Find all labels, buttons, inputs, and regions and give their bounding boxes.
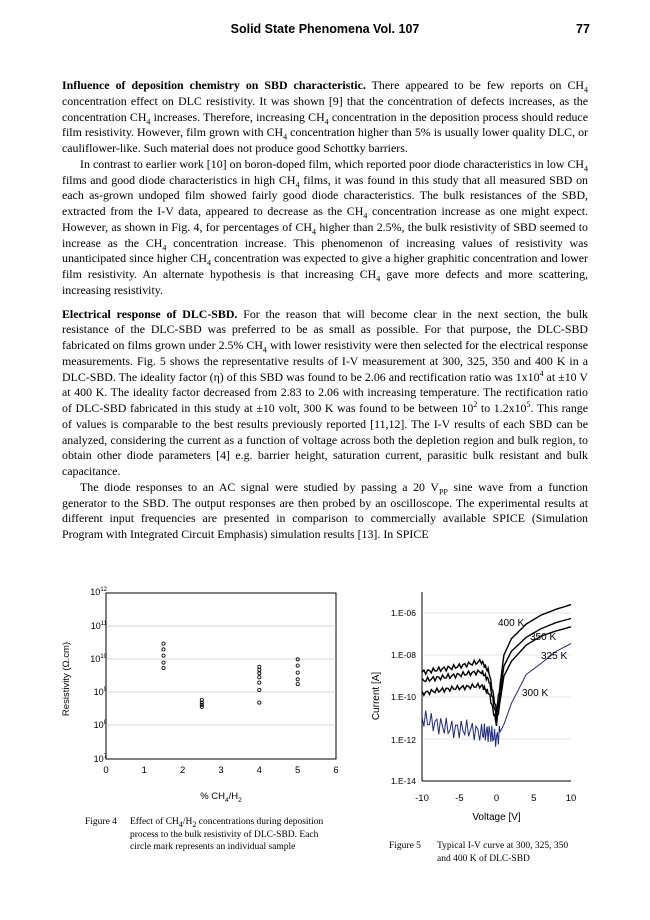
data-point bbox=[258, 665, 261, 668]
data-point bbox=[162, 654, 165, 657]
data-point bbox=[258, 668, 261, 671]
data-point bbox=[162, 666, 165, 669]
y-tick-label: $10^{12}$ bbox=[90, 587, 107, 597]
data-point bbox=[258, 688, 261, 691]
x-ticks bbox=[103, 765, 338, 776]
y-tick-label: 1.E-12 bbox=[390, 735, 416, 745]
x-tick-label: 4 bbox=[256, 765, 262, 776]
data-point bbox=[296, 683, 299, 686]
data-point bbox=[162, 648, 165, 651]
x-tick-label: 10 bbox=[565, 793, 577, 804]
plot-area bbox=[422, 592, 571, 781]
y-tick-label: $10^{11}$ bbox=[90, 621, 107, 631]
iv-curves bbox=[422, 605, 571, 747]
y-tick-label: 1.E-08 bbox=[390, 650, 416, 660]
data-point bbox=[296, 678, 299, 681]
data-point bbox=[296, 671, 299, 674]
y-tick-label: 1.E-10 bbox=[390, 692, 416, 702]
paragraph-electrical-response: Electrical response of DLC-SBD. For the reason that will become clear in the next section, the bulk resistance of the DLC-SBD was preferred to be as small as possible. For that purpose, the DLC-SBD fabricated on films grown under 2.5% $CH_4$ with lower resistivity were then selected for the electrical response measurements. Fig. 5 shows the representative results of I-V measurement at 300, 325, 350 and 400 K in a DLC-SBD. The ideality factor (η) of this SBD was found to be 2.06 and rectification ratio was $1x10^4$ at ±10 V at 400 K. The ideality factor decreased from 2.83 to 2.06 with increasing temperature. The rectification ratio of DLC-SBD fabricated in this study at ±10 volt, 300 K was found to be between $10^2$ to $1.2x10^5$. This range of values is comparable to the best results previously reported [11,12]. The I-V results of each SBD can be analyzed, considering the current as a function of voltage across both the depletion region and bulk region, to obtain other diode parameters [4] e.g. barrier height, saturation current, parasitic bulk resistant and bulk capacitance. bbox=[62, 306, 588, 478]
figure-4-chart bbox=[55, 582, 355, 807]
y-axis-label: Resistivity (Ω.cm) bbox=[61, 641, 72, 717]
paragraph-boron-doped: In contrast to earlier work [10] on boron-doped film, which reported poor diode characteristics in low $CH_4$ films and good diode characteristics in high $CH_4$ films, it was found in this study that all measured SBD on each as-grown undoped film showed fairly good diode characteristics. The bulk resistances of the SBD, extracted from the I-V data, appeared to decrease as the $CH_4$ concentration increase as one might expect. However, as shown in Fig. 4, for percentages of $CH_4$ higher than 2.5%, the bulk resistivity of SBD seemed to increase as the $CH_4$ concentration increase. This phenomenon of increasing values of resistivity was unanticipated since higher $CH_4$ concentration was expected to give a higher graphitic concentration and lower film resistivity. An alternate hypothesis is that increasing $CH_4$ gave more defects and more scattering, increasing resistivity. bbox=[62, 156, 589, 297]
data-point bbox=[258, 701, 261, 704]
data-point bbox=[200, 705, 203, 708]
y-axis-label: Current [A] bbox=[371, 671, 382, 721]
y-tick-label: $10^9$ bbox=[93, 687, 107, 697]
x-tick-label: -10 bbox=[415, 793, 429, 804]
x-tick-label: 0 bbox=[493, 793, 500, 804]
y-ticks bbox=[391, 608, 416, 786]
figure-4-caption: Effect of $CH_4/H_2$ concentrations during deposition process to the bulk resistivity of DLC-SBD. Each circle mark represents an individual sample bbox=[130, 817, 324, 852]
series-label-400k: 400 K bbox=[498, 618, 525, 629]
figure-4-label: Figure 4 bbox=[85, 817, 117, 827]
data-point bbox=[162, 642, 165, 645]
series-label-325k: 325 K bbox=[541, 651, 568, 662]
body-text bbox=[62, 78, 588, 543]
y-tick-label: $10^8$ bbox=[93, 720, 107, 730]
y-tick-label: 1.E-06 bbox=[390, 608, 416, 618]
y-tick-label: $10^{10}$ bbox=[90, 654, 107, 664]
plot-area bbox=[106, 593, 336, 759]
x-tick-label: 3 bbox=[218, 765, 224, 776]
data-point bbox=[296, 664, 299, 667]
paragraph-ac-signal: The diode responses to an AC signal were studied by passing a 20 $V_{PP}$ sine wave from a function generator to the SBD. The output responses are then probed by an oscilloscope. The experimental results at different input frequencies are presented in comparison to commercially available SPICE (Simulation Program with Integrated Circuit Emphasis) simulation results [13]. In SPICE bbox=[62, 479, 588, 541]
x-ticks bbox=[415, 793, 576, 804]
journal-header: Solid State Phenomena Vol. 107 bbox=[230, 22, 420, 36]
x-tick-label: 1 bbox=[141, 765, 147, 776]
y-tick-label: 1.E-14 bbox=[390, 776, 416, 786]
figure-5-label: Figure 5 bbox=[389, 841, 421, 851]
x-tick-label: 2 bbox=[180, 765, 186, 776]
figure-5-caption: Typical I-V curve at 300, 325, 350 and 400 K of DLC-SBD bbox=[437, 841, 569, 864]
figure-5-chart bbox=[355, 592, 595, 832]
data-point bbox=[258, 676, 261, 679]
y-tick-label: $10^7$ bbox=[93, 754, 107, 764]
x-tick-label: 0 bbox=[103, 765, 109, 776]
series-label-350k: 350 K bbox=[530, 632, 557, 643]
section-heading: Influence of deposition chemistry on SBD characteristic. bbox=[62, 78, 366, 92]
data-point bbox=[258, 672, 261, 675]
scatter-points bbox=[162, 642, 299, 709]
x-axis-label: Voltage [V] bbox=[472, 812, 521, 823]
section-heading: Electrical response of DLC-SBD. bbox=[62, 306, 238, 321]
data-point bbox=[296, 658, 299, 661]
x-tick-label: 6 bbox=[333, 765, 339, 776]
data-point bbox=[162, 661, 165, 664]
series-label-300k: 300 K bbox=[522, 688, 549, 699]
x-tick-label: -5 bbox=[455, 793, 464, 804]
x-tick-label: 5 bbox=[531, 793, 537, 804]
x-axis-label: % $CH_4/H_2$ bbox=[200, 791, 242, 804]
page-number: 77 bbox=[576, 22, 590, 36]
paragraph-deposition-chemistry: Influence of deposition chemistry on SBD characteristic. There appeared to be few reports on $CH_4$ concentration effect on DLC resistivity. It was shown [9] that the concentration of defects increases, as the concentration $CH_4$ increases. Therefore, increasing $CH_4$ concentration in the deposition process should reduce film resistivity. However, film grown with $CH_4$ concentration higher than 5% is usually lower quality DLC, or cauliflower-like. Such material does not produce good Schottky barriers. bbox=[62, 78, 589, 155]
data-point bbox=[258, 681, 261, 684]
x-tick-label: 5 bbox=[295, 765, 301, 776]
